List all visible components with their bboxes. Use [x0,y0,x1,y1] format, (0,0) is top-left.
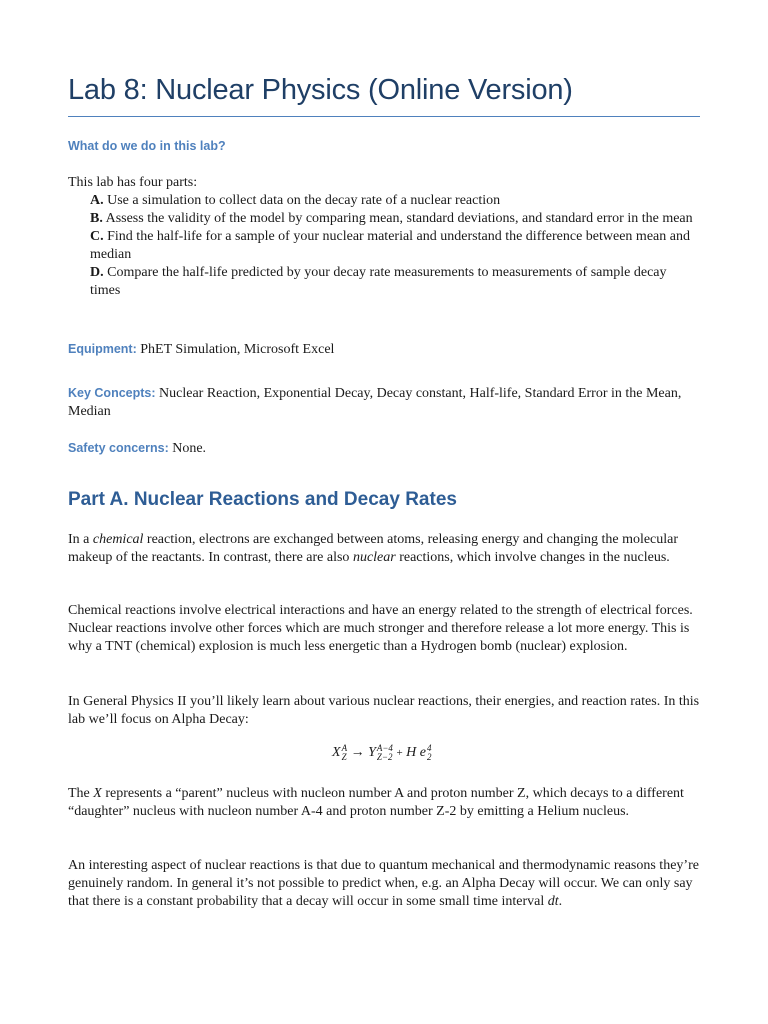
safety-line [68,439,700,458]
part-letter: A. [90,193,104,208]
list-item [90,192,700,210]
equipment-value: PhET Simulation, Microsoft Excel [140,342,335,357]
part-text: Find the half-life for a sample of your nuclear material and understand the difference between mean and median [90,229,690,262]
part-text: Compare the half-life predicted by your decay rate measurements to measurements of sample decay times [90,265,667,298]
paragraph-alpha-decay-intro: In General Physics II you’ll likely learn about various nuclear reactions, their energies, and reaction rates. In this lab we’ll focus on Alpha Decay: [68,694,700,727]
parts-intro: This lab has four parts: [68,175,198,190]
paragraph-parent-daughter: The X represents a “parent” nucleus with nucleon number A and proton number Z, which decays to a different “daughter” nucleus with nucleon number A-4 and proton number Z-2 by emitting a Helium nucleus. [68,786,684,819]
part-text: Assess the validity of the model by comparing mean, standard deviations, and standard error in the mean [105,211,693,226]
safety-value: None. [172,441,207,456]
title-divider [68,116,700,117]
part-text: Use a simulation to collect data on the decay rate of a nuclear reaction [107,193,501,208]
part-a-heading: Part A. Nuclear Reactions and Decay Rates [68,489,457,510]
safety-label: Safety concerns: [68,441,169,455]
part-letter: C. [90,229,104,244]
paragraph-randomness: An interesting aspect of nuclear reactions is that due to quantum mechanical and thermodynamic reasons they’re genuinely random. In general it’s not possible to predict when, e.g. an Alpha Decay will occur. We can only say that there is a constant probability that a decay will occur in some small time interval dt. [68,858,699,909]
list-item [90,210,700,228]
paragraph-forces: Chemical reactions involve electrical interactions and have an energy related to the strength of electrical forces. Nuclear reactions involve other forces which are much stronger and therefore release a lot more energy. This is why a TNT (chemical) explosion is much less energetic than a Hydrogen bomb (nuclear) explosion. [68,603,693,654]
equipment-label: Equipment: [68,342,137,356]
part-letter: D. [90,265,104,280]
page-title: Lab 8: Nuclear Physics (Online Version) [68,74,573,106]
key-concepts-label: Key Concepts: [68,386,156,400]
part-letter: B. [90,211,103,226]
alpha-decay-equation: X A Z → Y A−4 Z−2 + H e 4 2 [332,743,432,762]
parts-list [90,192,700,300]
list-item [90,264,700,300]
paragraph-chemical-vs-nuclear: In a chemical reaction, electrons are exchanged between atoms, releasing energy and changing the molecular makeup of the reactants. In contrast, there are also nuclear reactions, which involve changes in the nucleus. [68,532,679,565]
key-concepts-line [68,384,700,421]
intro-heading: What do we do in this lab? [68,139,226,153]
list-item [90,228,700,264]
key-concepts-value: Nuclear Reaction, Exponential Decay, Decay constant, Half-life, Standard Error in the Mean, Median [68,386,682,419]
equipment-line [68,340,700,359]
